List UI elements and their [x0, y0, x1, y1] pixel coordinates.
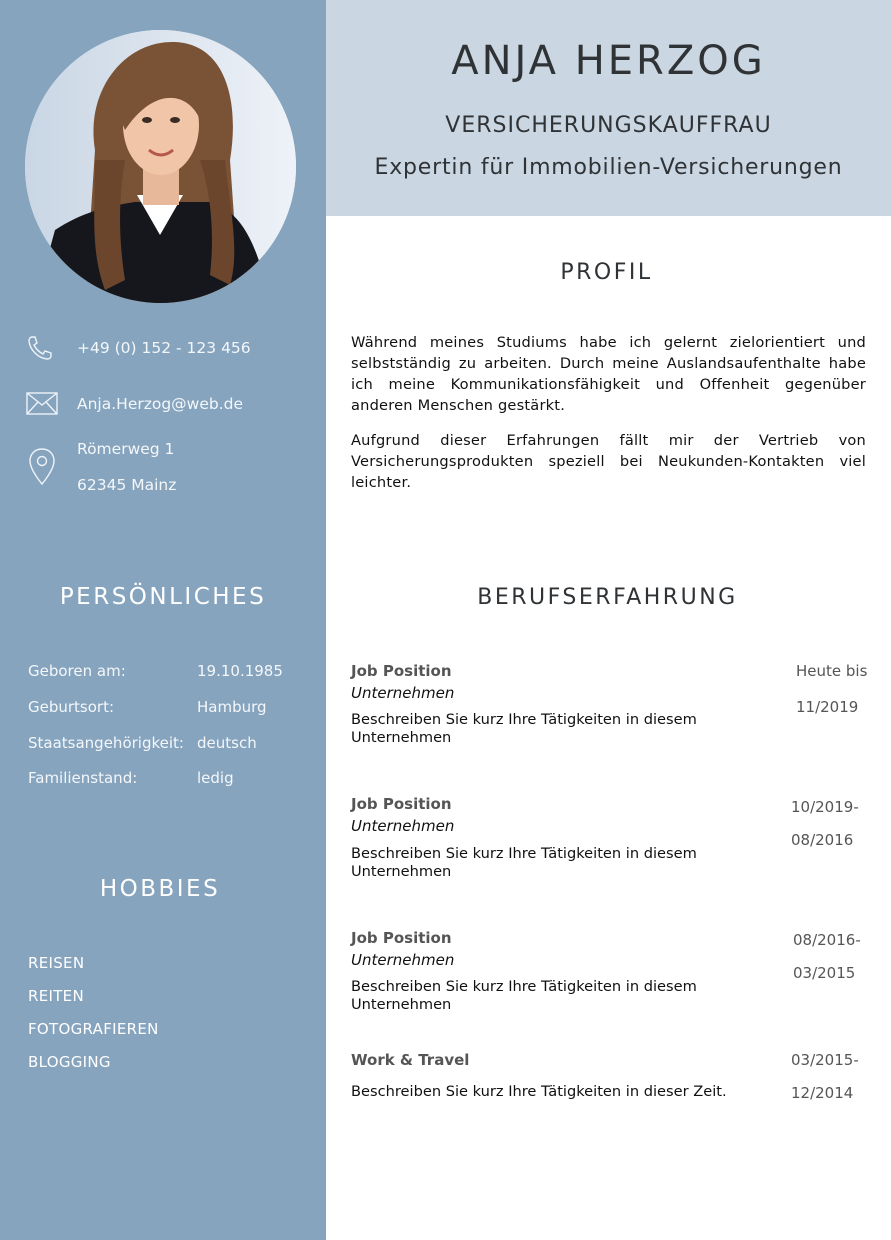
hobby-item: FOTOGRAFIEREN [28, 1020, 159, 1038]
profile-photo [25, 30, 296, 303]
hobbies-heading: HOBBIES [99, 876, 221, 902]
job-description: Beschreiben Sie kurz Ihre Tätigkeiten in diesem Unternehmen [351, 845, 697, 880]
sidebar [0, 0, 326, 1240]
personal-value: Hamburg [197, 698, 267, 716]
job-position: Job Position [351, 662, 452, 680]
job-description: Beschreiben Sie kurz Ihre Tätigkeiten in diesem Unternehmen [351, 711, 697, 746]
personal-label: Geburtsort: [28, 698, 115, 716]
main-content [326, 216, 891, 1240]
hobby-item: REISEN [28, 954, 85, 972]
job-date-start: Heute bis [796, 662, 868, 680]
job-title: VERSICHERUNGSKAUFFRAU [445, 113, 772, 138]
profile-paragraph: Während meines Studiums habe ich gelernt zielorientiert und selbstständig zu arbeiten. Durch meine Auslandsaufenthalte habe ich meine Kommunikationsfähigkeit und Offenheit gegenüber anderen Menschen gestärkt. [351, 334, 866, 414]
phone-number[interactable]: +49 (0) 152 - 123 456 [77, 339, 251, 357]
personal-row [28, 662, 283, 680]
personal-label: Staatsangehörigkeit: [28, 734, 184, 752]
address-city: 62345 Mainz [77, 476, 177, 494]
job-description: Beschreiben Sie kurz Ihre Tätigkeiten in dieser Zeit. [351, 1083, 727, 1100]
personal-value: 19.10.1985 [197, 662, 283, 680]
job-date-end: 08/2016 [791, 831, 854, 849]
personal-value: deutsch [197, 734, 257, 752]
job-company: Unternehmen [351, 817, 455, 835]
personal-heading: PERSÖNLICHES [59, 584, 267, 610]
personal-row [28, 734, 257, 752]
job-position: Work & Travel [351, 1051, 470, 1069]
profile-heading: PROFIL [560, 260, 653, 285]
job-subtitle: Expertin für Immobilien-Versicherungen [374, 155, 843, 180]
experience-heading: BERUFSERFAHRUNG [477, 585, 738, 610]
job-company: Unternehmen [351, 684, 455, 702]
job-date-end: 11/2019 [796, 698, 859, 716]
personal-label: Familienstand: [28, 769, 138, 787]
hobby-item: BLOGGING [28, 1053, 111, 1071]
phone-icon [26, 334, 54, 366]
job-date-end: 12/2014 [791, 1084, 854, 1102]
job-date-start: 03/2015- [791, 1051, 859, 1069]
personal-value: ledig [197, 769, 234, 787]
personal-row [28, 769, 234, 787]
job-position: Job Position [351, 929, 452, 947]
header [326, 0, 891, 216]
email-address[interactable]: Anja.Herzog@web.de [77, 395, 244, 413]
profile-paragraph: Aufgrund dieser Erfahrungen fällt mir der Vertrieb von Versicherungsprodukten speziell bei Neukunden-Kontakten viel leichter. [351, 432, 866, 491]
personal-row [28, 698, 267, 716]
job-position: Job Position [351, 795, 452, 813]
address-street: Römerweg 1 [77, 440, 175, 458]
mail-icon [26, 392, 58, 420]
person-name: ANJA HERZOG [451, 38, 766, 84]
personal-label: Geboren am: [28, 662, 126, 680]
job-date-start: 10/2019- [791, 798, 859, 816]
location-pin-icon [28, 447, 56, 491]
job-date-start: 08/2016- [793, 931, 861, 949]
job-company: Unternehmen [351, 951, 455, 969]
hobby-item: REITEN [28, 987, 84, 1005]
job-description: Beschreiben Sie kurz Ihre Tätigkeiten in diesem Unternehmen [351, 978, 697, 1013]
job-date-end: 03/2015 [793, 964, 856, 982]
